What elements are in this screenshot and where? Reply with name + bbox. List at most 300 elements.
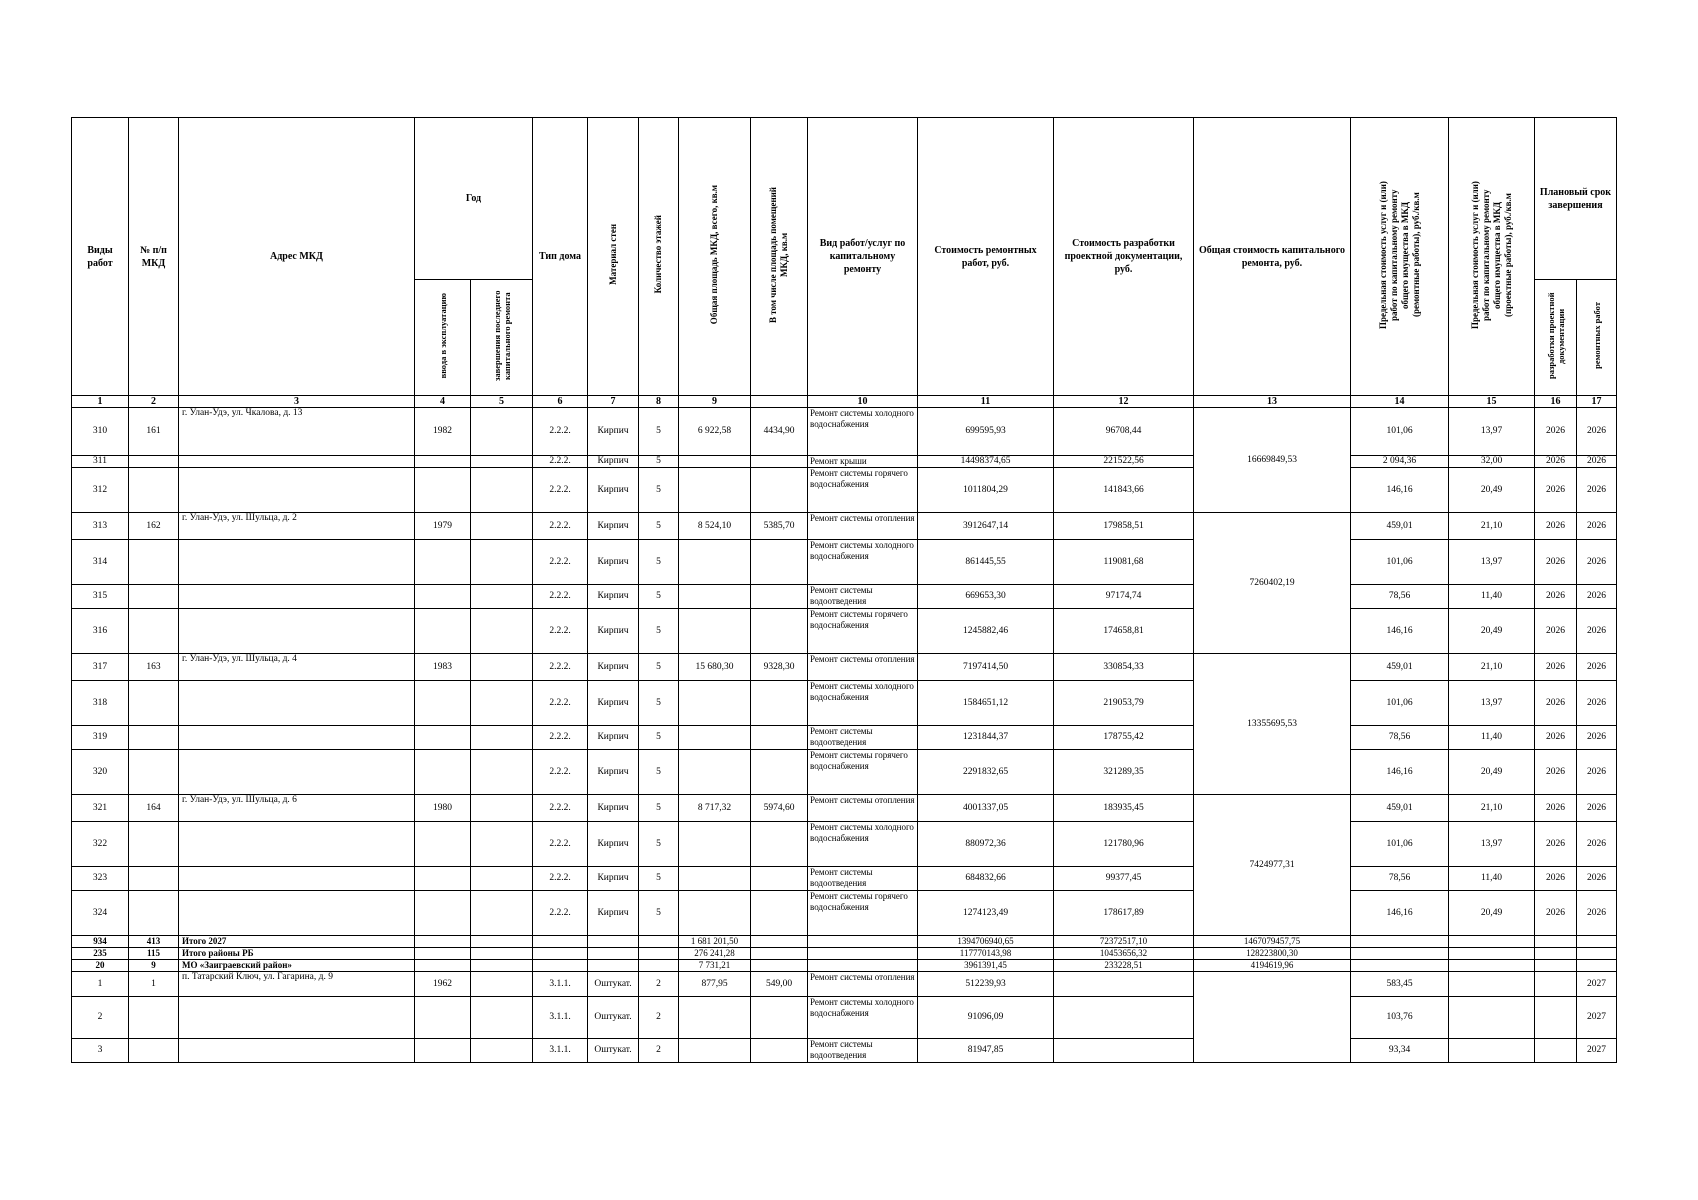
cell-limit-repair: 146,16: [1351, 468, 1449, 513]
cell-house-type: 2.2.2.: [533, 795, 588, 822]
cell-address: [179, 997, 415, 1039]
cell-floors: 5: [639, 654, 679, 681]
cell-wall-material: Оштукат.: [588, 1039, 639, 1063]
cell-year-commission: [415, 585, 471, 609]
cell-empty: [639, 960, 679, 972]
cell-floors: 5: [639, 726, 679, 750]
cell-empty: [1351, 960, 1449, 972]
colnum: [751, 396, 808, 408]
cell-repair-cost: 7197414,50: [918, 654, 1054, 681]
cell-work-type: Ремонт системы горячего водоснабжения: [808, 609, 918, 654]
colnum: 16: [1535, 396, 1577, 408]
cell-design-cost: 174658,81: [1054, 609, 1194, 654]
cell-house-type: 2.2.2.: [533, 513, 588, 540]
cell-total-area: 1 681 201,50: [679, 936, 751, 948]
cell-empty: [1577, 936, 1617, 948]
cell-house-type: 2.2.2.: [533, 822, 588, 867]
cell-deadline-design: 2026: [1535, 585, 1577, 609]
cell-work-type: Ремонт системы холодного водоснабжения: [808, 822, 918, 867]
cell-year-last-repair: [471, 681, 533, 726]
cell-deadline-repair: 2027: [1577, 1039, 1617, 1063]
table-row: [72, 456, 1617, 468]
cell-empty: [1351, 948, 1449, 960]
cell-house-type: 3.1.1.: [533, 997, 588, 1039]
cell-year-commission: [415, 456, 471, 468]
cell-deadline-repair: 2026: [1577, 468, 1617, 513]
header-limit-design: Предельная стоимость услуг и (или) работ по капитальному ремонту общего имущества в МКД (проектные работы), руб./кв.м: [1449, 118, 1535, 396]
cell-total-cost: [1194, 972, 1351, 1063]
cell-empty: [808, 960, 918, 972]
cell-work-type: Ремонт системы горячего водоснабжения: [808, 891, 918, 936]
cell-wall-material: Оштукат.: [588, 972, 639, 997]
cell-year-last-repair: [471, 1039, 533, 1063]
cell-floors: 5: [639, 681, 679, 726]
cell-premises-area: 549,00: [751, 972, 808, 997]
summary-row: [72, 948, 1617, 960]
cell-year-last-repair: [471, 795, 533, 822]
cell-deadline-repair: 2026: [1577, 726, 1617, 750]
cell-total-area: [679, 456, 751, 468]
cell-premises-area: [751, 867, 808, 891]
cell-address: [179, 1039, 415, 1063]
cell-total-cost: 4194619,96: [1194, 960, 1351, 972]
cell-deadline-repair: 2026: [1577, 822, 1617, 867]
header-vid-rabot: Виды работ: [72, 118, 129, 396]
cell-deadline-design: 2026: [1535, 540, 1577, 585]
cell-deadline-design: 2026: [1535, 408, 1577, 456]
cell-repair-cost: 1011804,29: [918, 468, 1054, 513]
cell-total-area: 8 524,10: [679, 513, 751, 540]
cell-limit-repair: 101,06: [1351, 822, 1449, 867]
cell-empty: [639, 948, 679, 960]
cell-wall-material: Кирпич: [588, 822, 639, 867]
cell-premises-area: 5385,70: [751, 513, 808, 540]
cell-vid: 2: [72, 997, 129, 1039]
cell-total-cost: 7424977,31: [1194, 795, 1351, 936]
cell-address: г. Улан-Удэ, ул. Шульца, д. 4: [179, 654, 415, 681]
cell-wall-material: Кирпич: [588, 891, 639, 936]
cell-floors: 5: [639, 891, 679, 936]
cell-total-area: 6 922,58: [679, 408, 751, 456]
header-house-type: Тип дома: [533, 118, 588, 396]
cell-vid: 323: [72, 867, 129, 891]
cell-npp: [129, 468, 179, 513]
cell-year-last-repair: [471, 997, 533, 1039]
cell-npp: [129, 997, 179, 1039]
cell-premises-area: [751, 822, 808, 867]
cell-total-area: [679, 867, 751, 891]
cell-deadline-design: 2026: [1535, 654, 1577, 681]
cell-deadline-repair: 2027: [1577, 972, 1617, 997]
cell-deadline-repair: 2026: [1577, 585, 1617, 609]
cell-repair-cost: 1245882,46: [918, 609, 1054, 654]
colnum: 2: [129, 396, 179, 408]
cell-year-commission: [415, 891, 471, 936]
cell-wall-material: Кирпич: [588, 750, 639, 795]
cell-npp: 163: [129, 654, 179, 681]
cell-empty: [533, 948, 588, 960]
cell-house-type: 2.2.2.: [533, 750, 588, 795]
cell-house-type: 2.2.2.: [533, 726, 588, 750]
cell-work-type: Ремонт системы водоотведения: [808, 1039, 918, 1063]
cell-year-last-repair: [471, 408, 533, 456]
cell-premises-area: [751, 540, 808, 585]
cell-design-cost: 179858,51: [1054, 513, 1194, 540]
cell-floors: 5: [639, 822, 679, 867]
cell-npp: 161: [129, 408, 179, 456]
cell-deadline-repair: 2026: [1577, 750, 1617, 795]
cell-wall-material: Кирпич: [588, 468, 639, 513]
table-row: [72, 891, 1617, 936]
cell-limit-repair: 146,16: [1351, 891, 1449, 936]
cell-npp: [129, 822, 179, 867]
cell-empty: [588, 960, 639, 972]
cell-repair-cost: 1394706940,65: [918, 936, 1054, 948]
cell-repair-cost: 699595,93: [918, 408, 1054, 456]
cell-limit-repair: 78,56: [1351, 726, 1449, 750]
table-row: [72, 609, 1617, 654]
cell-deadline-design: 2026: [1535, 750, 1577, 795]
cell-deadline-repair: 2026: [1577, 540, 1617, 585]
cell-design-cost: 221522,56: [1054, 456, 1194, 468]
cell-design-cost: 72372517,10: [1054, 936, 1194, 948]
cell-design-cost: 97174,74: [1054, 585, 1194, 609]
cell-vid: 315: [72, 585, 129, 609]
cell-deadline-repair: 2026: [1577, 654, 1617, 681]
cell-address: [179, 468, 415, 513]
cell-premises-area: [751, 456, 808, 468]
cell-limit-design: [1449, 997, 1535, 1039]
table-row: [72, 795, 1617, 822]
cell-premises-area: [751, 726, 808, 750]
summary-row: [72, 960, 1617, 972]
cell-empty: [751, 948, 808, 960]
cell-deadline-design: 2026: [1535, 609, 1577, 654]
cell-summary-label: МО «Заиграевский район»: [179, 960, 415, 972]
cell-year-commission: 1979: [415, 513, 471, 540]
cell-total-cost: 16669849,53: [1194, 408, 1351, 513]
cell-deadline-design: [1535, 997, 1577, 1039]
cell-wall-material: Кирпич: [588, 540, 639, 585]
cell-address: г. Улан-Удэ, ул. Шульца, д. 2: [179, 513, 415, 540]
cell-work-type: Ремонт системы горячего водоснабжения: [808, 468, 918, 513]
colnum: 8: [639, 396, 679, 408]
cell-design-cost: 10453656,32: [1054, 948, 1194, 960]
cell-design-cost: 178755,42: [1054, 726, 1194, 750]
cell-limit-design: 21,10: [1449, 513, 1535, 540]
cell-year-last-repair: [471, 891, 533, 936]
cell-repair-cost: 1231844,37: [918, 726, 1054, 750]
cell-limit-repair: 2 094,36: [1351, 456, 1449, 468]
cell-wall-material: Кирпич: [588, 654, 639, 681]
cell-total-area: [679, 726, 751, 750]
cell-vid: 321: [72, 795, 129, 822]
cell-address: г. Улан-Удэ, ул. Чкалова, д. 13: [179, 408, 415, 456]
cell-limit-design: [1449, 972, 1535, 997]
cell-limit-repair: 459,01: [1351, 654, 1449, 681]
cell-empty: [471, 960, 533, 972]
cell-deadline-repair: 2026: [1577, 681, 1617, 726]
header-premises-area: В том числе площадь помещений МКД, кв.м: [751, 118, 808, 396]
cell-design-cost: 219053,79: [1054, 681, 1194, 726]
cell-design-cost: 119081,68: [1054, 540, 1194, 585]
cell-repair-cost: 669653,30: [918, 585, 1054, 609]
cell-year-last-repair: [471, 972, 533, 997]
colnum: 17: [1577, 396, 1617, 408]
cell-vid: 934: [72, 936, 129, 948]
cell-total-area: [679, 540, 751, 585]
cell-floors: 5: [639, 795, 679, 822]
cell-year-last-repair: [471, 654, 533, 681]
cell-year-last-repair: [471, 585, 533, 609]
cell-design-cost: [1054, 972, 1194, 997]
cell-year-commission: [415, 468, 471, 513]
cell-limit-repair: 146,16: [1351, 750, 1449, 795]
cell-limit-design: 13,97: [1449, 822, 1535, 867]
cell-limit-design: 21,10: [1449, 795, 1535, 822]
cell-deadline-repair: 2026: [1577, 891, 1617, 936]
cell-total-area: [679, 468, 751, 513]
cell-work-type: Ремонт системы отопления: [808, 513, 918, 540]
colnum: 7: [588, 396, 639, 408]
cell-vid: 314: [72, 540, 129, 585]
cell-year-commission: [415, 867, 471, 891]
table-row: [72, 585, 1617, 609]
cell-total-area: [679, 609, 751, 654]
cell-repair-cost: 4001337,05: [918, 795, 1054, 822]
header-total-cost: Общая стоимость капитального ремонта, руб.: [1194, 118, 1351, 396]
header-deadline-repair: ремонтных работ: [1577, 280, 1617, 396]
cell-year-last-repair: [471, 456, 533, 468]
cell-deadline-design: 2026: [1535, 456, 1577, 468]
cell-total-cost: 7260402,19: [1194, 513, 1351, 654]
cell-empty: [1449, 960, 1535, 972]
cell-year-last-repair: [471, 726, 533, 750]
cell-work-type: Ремонт системы водоотведения: [808, 585, 918, 609]
cell-wall-material: Кирпич: [588, 795, 639, 822]
cell-npp: [129, 585, 179, 609]
cell-wall-material: Кирпич: [588, 408, 639, 456]
cell-empty: [471, 948, 533, 960]
cell-empty: [808, 948, 918, 960]
cell-year-commission: 1982: [415, 408, 471, 456]
cell-vid: 324: [72, 891, 129, 936]
cell-repair-cost: 1584651,12: [918, 681, 1054, 726]
cell-floors: 5: [639, 867, 679, 891]
cell-house-type: 2.2.2.: [533, 540, 588, 585]
cell-work-type: Ремонт системы отопления: [808, 654, 918, 681]
cell-work-type: Ремонт системы холодного водоснабжения: [808, 681, 918, 726]
cell-empty: [415, 948, 471, 960]
cell-design-cost: 178617,89: [1054, 891, 1194, 936]
cell-empty: [533, 960, 588, 972]
cell-floors: 5: [639, 468, 679, 513]
cell-npp: [129, 891, 179, 936]
cell-total-area: 15 680,30: [679, 654, 751, 681]
cell-limit-repair: 78,56: [1351, 585, 1449, 609]
cell-total-cost: 1467079457,75: [1194, 936, 1351, 948]
table-row: [72, 822, 1617, 867]
cell-design-cost: 141843,66: [1054, 468, 1194, 513]
table-row: [72, 972, 1617, 997]
cell-house-type: 2.2.2.: [533, 681, 588, 726]
cell-work-type: Ремонт системы холодного водоснабжения: [808, 997, 918, 1039]
cell-house-type: 3.1.1.: [533, 1039, 588, 1063]
cell-repair-cost: 3961391,45: [918, 960, 1054, 972]
cell-vid: 310: [72, 408, 129, 456]
cell-npp: [129, 750, 179, 795]
cell-vid: 1: [72, 972, 129, 997]
cell-summary-label: Итого 2027: [179, 936, 415, 948]
cell-deadline-design: [1535, 972, 1577, 997]
cell-floors: 5: [639, 750, 679, 795]
cell-deadline-design: [1535, 1039, 1577, 1063]
cell-limit-repair: 78,56: [1351, 867, 1449, 891]
header-wall-material: Материал стен: [588, 118, 639, 396]
cell-deadline-repair: 2027: [1577, 997, 1617, 1039]
header-year: Год: [415, 118, 533, 280]
cell-limit-repair: 583,45: [1351, 972, 1449, 997]
cell-npp: [129, 867, 179, 891]
cell-design-cost: 96708,44: [1054, 408, 1194, 456]
cell-year-commission: [415, 609, 471, 654]
cell-repair-cost: 81947,85: [918, 1039, 1054, 1063]
cell-wall-material: Кирпич: [588, 609, 639, 654]
cell-repair-cost: 861445,55: [918, 540, 1054, 585]
cell-house-type: 2.2.2.: [533, 867, 588, 891]
header-floors: Количество этажей: [639, 118, 679, 396]
cell-limit-repair: 146,16: [1351, 609, 1449, 654]
cell-address: [179, 540, 415, 585]
cell-total-area: 877,95: [679, 972, 751, 997]
cell-total-area: [679, 891, 751, 936]
cell-empty: [415, 936, 471, 948]
cell-empty: [1535, 960, 1577, 972]
cell-wall-material: Кирпич: [588, 726, 639, 750]
cell-empty: [533, 936, 588, 948]
cell-limit-repair: 101,06: [1351, 408, 1449, 456]
colnum: 5: [471, 396, 533, 408]
cell-total-cost: 128223800,30: [1194, 948, 1351, 960]
cell-design-cost: [1054, 1039, 1194, 1063]
cell-limit-design: 20,49: [1449, 750, 1535, 795]
cell-deadline-design: 2026: [1535, 513, 1577, 540]
cell-deadline-design: 2026: [1535, 726, 1577, 750]
cell-empty: [1449, 936, 1535, 948]
header-repair-cost: Стоимость ремонтных работ, руб.: [918, 118, 1054, 396]
header-year-commission: ввода в эксплуатацию: [415, 280, 471, 396]
cell-empty: [1577, 960, 1617, 972]
cell-limit-design: 20,49: [1449, 891, 1535, 936]
cell-vid: 316: [72, 609, 129, 654]
cell-empty: [588, 936, 639, 948]
cell-deadline-design: 2026: [1535, 867, 1577, 891]
table-row: [72, 513, 1617, 540]
cell-work-type: Ремонт системы отопления: [808, 795, 918, 822]
cell-year-last-repair: [471, 468, 533, 513]
cell-house-type: 2.2.2.: [533, 408, 588, 456]
cell-address: [179, 726, 415, 750]
cell-limit-design: 20,49: [1449, 468, 1535, 513]
header-work-type: Вид работ/услуг по капитальному ремонту: [808, 118, 918, 396]
colnum: 11: [918, 396, 1054, 408]
cell-design-cost: [1054, 997, 1194, 1039]
cell-year-commission: 1983: [415, 654, 471, 681]
cell-limit-design: [1449, 1039, 1535, 1063]
cell-empty: [751, 960, 808, 972]
cell-floors: 5: [639, 609, 679, 654]
column-number-row: [72, 396, 1617, 408]
cell-limit-design: 32,00: [1449, 456, 1535, 468]
cell-work-type: Ремонт системы холодного водоснабжения: [808, 408, 918, 456]
cell-premises-area: [751, 609, 808, 654]
cell-deadline-design: 2026: [1535, 681, 1577, 726]
cell-address: [179, 609, 415, 654]
cell-vid: 319: [72, 726, 129, 750]
cell-floors: 2: [639, 997, 679, 1039]
cell-year-commission: [415, 540, 471, 585]
cell-year-commission: [415, 681, 471, 726]
capital-repair-table: [71, 117, 1617, 1063]
cell-wall-material: Оштукат.: [588, 997, 639, 1039]
cell-premises-area: [751, 1039, 808, 1063]
cell-work-type: Ремонт системы водоотведения: [808, 726, 918, 750]
header-deadline-design: разработки проектной документации: [1535, 280, 1577, 396]
cell-design-cost: 183935,45: [1054, 795, 1194, 822]
cell-deadline-repair: 2026: [1577, 867, 1617, 891]
cell-work-type: Ремонт системы отопления: [808, 972, 918, 997]
cell-wall-material: Кирпич: [588, 867, 639, 891]
cell-address: [179, 456, 415, 468]
header-address: Адрес МКД: [179, 118, 415, 396]
cell-address: п. Татарский Ключ, ул. Гагарина, д. 9: [179, 972, 415, 997]
cell-vid: 318: [72, 681, 129, 726]
cell-empty: [588, 948, 639, 960]
cell-deadline-design: 2026: [1535, 795, 1577, 822]
cell-year-commission: 1962: [415, 972, 471, 997]
cell-year-last-repair: [471, 822, 533, 867]
cell-address: [179, 891, 415, 936]
header-year-last-repair: завершения последнего капитального ремонта: [471, 280, 533, 396]
cell-total-area: 276 241,28: [679, 948, 751, 960]
cell-year-last-repair: [471, 513, 533, 540]
cell-total-cost: 13355695,53: [1194, 654, 1351, 795]
cell-deadline-repair: 2026: [1577, 795, 1617, 822]
cell-floors: 2: [639, 972, 679, 997]
cell-limit-design: 13,97: [1449, 681, 1535, 726]
cell-vid: 311: [72, 456, 129, 468]
cell-design-cost: 99377,45: [1054, 867, 1194, 891]
cell-house-type: 2.2.2.: [533, 468, 588, 513]
cell-premises-area: [751, 468, 808, 513]
cell-premises-area: [751, 997, 808, 1039]
cell-limit-repair: 101,06: [1351, 681, 1449, 726]
cell-npp: 413: [129, 936, 179, 948]
cell-address: [179, 681, 415, 726]
cell-floors: 2: [639, 1039, 679, 1063]
cell-address: [179, 867, 415, 891]
table-row: [72, 540, 1617, 585]
cell-premises-area: [751, 750, 808, 795]
colnum: 15: [1449, 396, 1535, 408]
cell-premises-area: 9328,30: [751, 654, 808, 681]
cell-total-area: 7 731,21: [679, 960, 751, 972]
colnum: 14: [1351, 396, 1449, 408]
cell-npp: [129, 1039, 179, 1063]
cell-empty: [471, 936, 533, 948]
table-row: [72, 867, 1617, 891]
cell-design-cost: 330854,33: [1054, 654, 1194, 681]
